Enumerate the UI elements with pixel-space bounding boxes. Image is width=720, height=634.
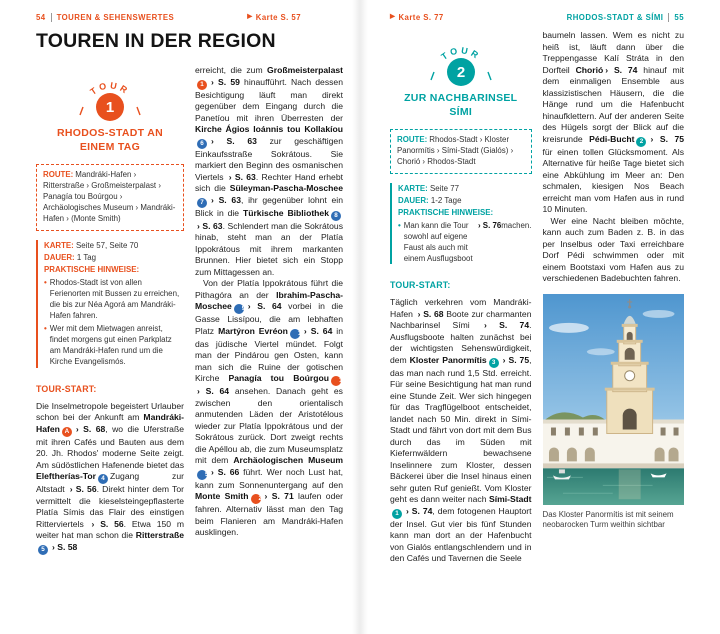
tour-start-line [36, 379, 184, 397]
page-reference: › S. 63 [211, 194, 241, 205]
map-marker: 5 [38, 545, 48, 555]
route-text: Mandráki-Hafen › Ritterstraße › Großmeisterpalast › Panagía tou Boúrgou › Archäologisches Museum › Mandráki-Hafen › (Monte Smith) [43, 170, 176, 223]
route-label: ROUTE: [43, 170, 74, 180]
page-reference: › S. 76 [477, 221, 502, 231]
badge-tick-right [488, 72, 491, 80]
dauer-label: DAUER: [44, 252, 75, 262]
page-reference: › S. 59 [211, 76, 240, 87]
map-ref-label: Karte S. 77 [398, 13, 444, 22]
route-box [36, 164, 184, 231]
column-1 [390, 30, 532, 565]
hints-label-line [44, 264, 184, 275]
tour-info-block [36, 240, 184, 368]
body-paragraph: Wer eine Nacht bleiben möchte, kann auch zum Baden z. B. in das per Inselbus oder Taxi erreichbare Dorf Pédi schwimmen oder mit einem Bootstaxi vom Hafen aus zu verschiedenen Badebuchten fahren. [542, 215, 684, 283]
page-reference: › S. 71 [264, 491, 294, 501]
hints-label-line [398, 207, 532, 218]
map-marker: 5 [197, 470, 207, 480]
map-ref-label: Karte S. 57 [255, 13, 301, 22]
hints-list [398, 220, 532, 264]
map-marker: 2 [251, 494, 261, 504]
page-reference: › S. 64 [197, 386, 230, 396]
photo-caption: Das Kloster Panormítis ist mit seinem neobarocken Turm weithin sichtbar [542, 509, 674, 530]
tour-start-label: TOUR-START: [390, 280, 451, 291]
hint-item: • Wer mit dem Mietwagen anreist, findet morgens gut einen Parkplatz am Mandráki-Hafen rund um die Kirche Evangelismós. [44, 323, 184, 367]
page-reference: › S. 64 [247, 301, 282, 311]
hints-label: PRAKTISCHE HINWEISE: [44, 264, 140, 274]
hint-item: • Rhodos-Stadt ist von allen Ferienorten mit Bussen zu erreichen, die bis zur Néa Agorá am Mandráki-Hafen fahren. [44, 277, 184, 321]
map-marker: 3 [489, 358, 499, 368]
badge-tick-left [431, 72, 434, 80]
route-label: ROUTE: [397, 135, 428, 145]
page-reference: › S. 66 [211, 466, 240, 477]
map-marker: 6 [197, 139, 207, 149]
header-right-group [567, 13, 684, 22]
columns-left-page [36, 65, 343, 555]
body-paragraph: Täglich verkehren vom Mandráki-Hafen › S. 68 Boote zur charmanten Nachbarinsel Sími › S. 74. Ausflugsboote halten zunächst bei der wichtigsten Sehenswürdigkeit, dem Kloster Panormítis 3 › S. 75, das man nach rund 1,5 Std. erreicht. Für seine Besichtigung hat man rund eine Stunde Zeit. Wer sich hingegen für das Tragflügelboot entscheidet, landet nach 50 Min. direkt in Sími-Stadt und fährt von dort mit dem Bus durch das im Süden mit Kiefernwäldern bewachsene Inselinnere zum Kloster, dessen Bäckerei über die Insel hinaus einen sehr guten Ruf genießt. Vom Kloster geht es dann weiter nach Sími-Stadt1 › S. 74, dem fotogenen Hauptort der Insel. Gut vier bis fünf Stunden kann man dort an der Hafenbucht von Gialós entlangschlendern und in den Cafés und Tavernen die Seele [390, 297, 532, 564]
tour-badge-graphic [66, 65, 154, 125]
page-reference: › S. 75 [650, 133, 684, 144]
route-box [390, 129, 532, 174]
tour-2-heading: ZUR NACHBARINSEL SÍMI [404, 92, 518, 118]
tour-number: 2 [456, 64, 465, 81]
map-marker: 1 [331, 376, 341, 386]
tour-1-badge [36, 65, 184, 125]
karte-label: KARTE: [398, 184, 428, 193]
page-reference: › S. 74 [406, 505, 433, 516]
dauer-label: DAUER: [398, 196, 429, 206]
body-paragraph: Die Inselmetropole begeistert Urlauber schon bei der Ankunft am Mandráki-Hafen A › S. 68, wo die Uferstraße mit ihren Cafés und Bauten aus dem 20. Jh. Rhodos' moderne Seite zeigt. Am südöstlichen Hafenende bietet das Eleftherías-Tor 4 Zugang zur Altstadt › S. 56. Direkt hinter dem Tor vermittelt die kieselsteingepflasterte Platía Símis das Flair des einstigen Ritterviertels › S. 56. Etwa 150 m weiter hat man schon die Ritterstraße5 › S. 58 [36, 400, 184, 553]
tour-info-block [390, 183, 532, 264]
page-reference: › S. 68 [417, 308, 444, 319]
header-divider [668, 13, 669, 22]
map-marker: 7 [197, 198, 207, 208]
page-reference: › S. 68 [75, 423, 106, 434]
map-marker: 8 [331, 211, 341, 221]
monastery-photo [543, 294, 685, 505]
map-marker: 10 [290, 329, 300, 339]
column-1 [36, 65, 184, 555]
karte-line [44, 240, 184, 251]
tour-number: 1 [105, 99, 115, 116]
column-2 [195, 65, 343, 555]
page-number: 54 [36, 13, 46, 22]
body-paragraph: erreicht, die zum Großmeisterpalast1 › S. 59 hinaufführt. Nach dessen Besichtigung läuft man direkt gegenüber dem Eingang durch die Panetíou mit ihren Überresten der Kirche Ágios Ioánnis tou Kollakíou6 › S. 63 zur geschäftigen Einkaufsstraße Sokrátous. Sie markiert den Beginn des osmanischen Viertels › S. 63. Rechter Hand erhebt sich die Süleyman-Pascha-Moschee7 › S. 63, ihr gegenüber lohnt ein Blick in die Türkische Bibliothek 8› S. 63. Schlendert man die Sokrátous hinab, steht man an der Platía Ippokrátous mit ihrem markanten Brunnen. Hier bietet sich ein Stopp zum Mittagessen an. [195, 65, 343, 277]
map-reference [390, 13, 444, 22]
hints-list [44, 277, 184, 368]
page-header-left [36, 13, 343, 22]
page-reference: › S. 56 [91, 518, 124, 529]
header-divider [51, 13, 52, 22]
map-reference [247, 13, 301, 22]
section-label: TOUREN & SEHENSWERTES [56, 13, 175, 22]
map-marker: 4 [98, 474, 108, 484]
tour-1-heading: RHODOS-STADT AN EINEM TAG [57, 127, 163, 153]
tour-badge-graphic [417, 30, 505, 90]
monastery-photo-figure [543, 294, 685, 505]
map-marker: A [62, 427, 72, 437]
dauer-line [44, 252, 184, 263]
page-reference: › S. 56 [69, 484, 97, 494]
page-title: TOUREN IN DER REGION [36, 30, 276, 52]
body-paragraph: Von der Platía Ippokrátous führt die Pithagóra an der Ibrahim-Pascha-Moschee 9 › S. 64 vorbei in die Gasse Lissípou, die am lebhaften Platz Martýron Evréon 10› S. 64 in das jüdische Viertel mündet. Folgt man der Pindárou gen Osten, kann man sich die Ruine der gotischen Kirche Panagía tou Boúrgou 1› S. 64 ansehen. Danach geht es zwischen den orientalisch anmutenden Läden der Aristotélous wieder zur Platía Ippokrátous und der Sokrátous zurück. Dort zweigt rechts die Apéllou ab, die zum Museumsplatz mit dem Archäologischen Museum5 › S. 66 führt. Wer noch Lust hat, kann zum Sonnenuntergang auf den Monte Smith 2 › S. 71 laufen oder fahren. Alternativ lässt man den Tag beim Flanieren am Mandráki-Hafen ausklingen. [195, 278, 344, 537]
map-marker: 1 [197, 80, 207, 90]
page-reference: › S. 64 [303, 325, 333, 336]
badge-tick-left [80, 107, 83, 115]
map-marker: 9 [234, 304, 244, 314]
dauer-line [398, 195, 532, 206]
tour-2-badge [390, 30, 532, 90]
tour-badge-arc-label: TOUR [439, 45, 483, 62]
section-label: RHODOS-STADT & SÍMI [566, 13, 664, 22]
tour-badge-arc-label: TOUR [88, 80, 132, 97]
map-marker: 1 [392, 509, 402, 519]
page-reference: › S. 63 [228, 171, 256, 182]
route-text: Rhodos-Stadt › Kloster Panormítis › Sími-Stadt (Gialós) › Chorió › Rhodos-Stadt [397, 135, 514, 167]
page-reference: › S. 58 [52, 541, 78, 552]
hint-item: • Man kann die Tour sowohl auf eigene Faust als auch mit einem Ausflugsboot › S. 76 machen. [398, 220, 532, 264]
page-reference: › S. 74 [605, 64, 638, 75]
page-reference: › S. 63 [197, 220, 223, 231]
karte-value: Seite 57, Seite 70 [76, 240, 139, 250]
dauer-value: 1-2 Tage [430, 196, 462, 206]
page-55 [360, 0, 720, 634]
dauer-value: 1 Tag [76, 252, 97, 262]
karte-value: Seite 77 [430, 184, 459, 193]
page-number: 55 [674, 13, 684, 22]
column-2 [543, 30, 685, 565]
columns-right-page [390, 30, 684, 565]
tour-start-line [390, 275, 532, 293]
page-reference: › S. 75 [502, 354, 530, 365]
map-marker: 2 [636, 137, 646, 147]
body-paragraph: baumeln lassen. Wem es nicht zu heiß ist, läuft dann über die Treppengasse Kalí Stráta in den Dorfteil Chorió › S. 74 hinauf mit dem einmaligen Ensemble aus klassizistischen Häusern, die die Hänge rund um die Hafenbucht hinaufklettern. Auf der anderen Seite des Hügels sorgt der Blick auf die kreisrunde Pédi-Bucht 2 › S. 75 für einen tollen Glücksmoment. Als Alternative für heiße Tage bietet sich eine Abkühlung im Meer an: Den schmalen, kiesigen Nos Beach erreicht man vom Hafen aus in rund 10 Minuten. [542, 30, 684, 214]
hints-label: PRAKTISCHE HINWEISE: [398, 208, 494, 218]
karte-line [398, 183, 532, 194]
map-arrow-icon: ▶ [247, 13, 253, 21]
karte-label: KARTE: [44, 240, 74, 250]
page-header-right [390, 13, 684, 22]
badge-tick-right [137, 107, 140, 115]
page-reference: › S. 74 [483, 320, 530, 331]
page-reference: › S. 63 [211, 135, 257, 146]
map-arrow-icon: ▶ [390, 13, 396, 21]
tour-start-label: TOUR-START: [36, 383, 97, 394]
